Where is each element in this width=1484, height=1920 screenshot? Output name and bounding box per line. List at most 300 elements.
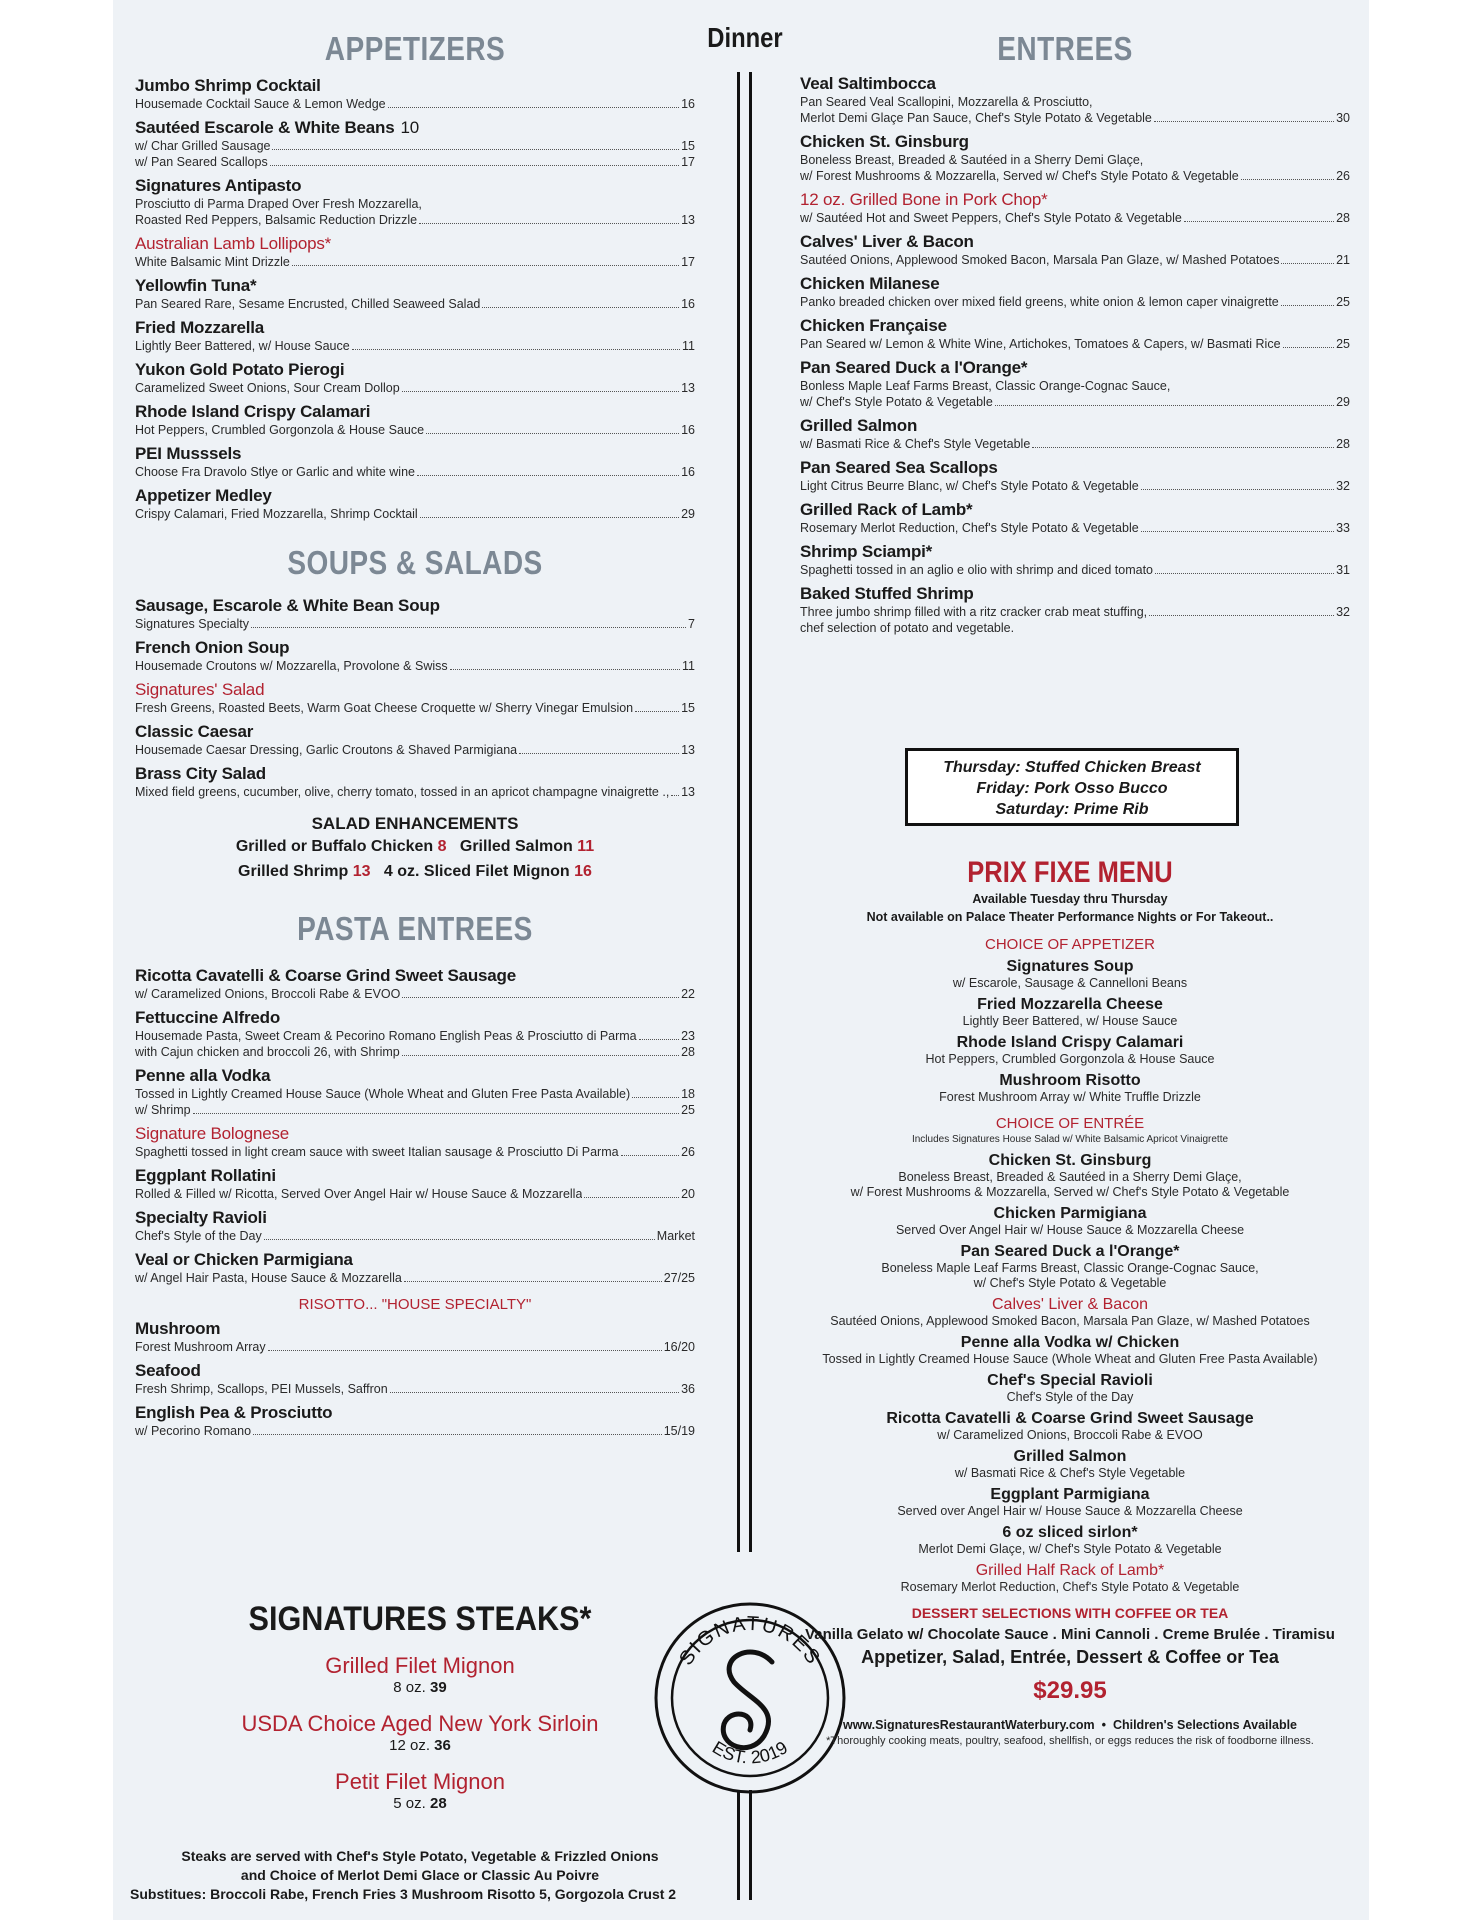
menu-item-line	[800, 252, 1350, 268]
prix-availability: Not available on Palace Theater Performance Nights or For Takeout..	[866, 910, 1274, 924]
menu-item	[800, 458, 1350, 494]
menu-item-name	[800, 232, 1350, 252]
dot-leader	[1149, 615, 1334, 616]
menu-item-name	[135, 764, 695, 784]
dot-leader	[621, 1155, 680, 1156]
dot-leader	[482, 307, 679, 308]
menu-item-description: with Cajun chicken and broccoli 26, with Shrimp	[135, 1045, 400, 1059]
menu-item	[135, 966, 695, 1002]
menu-item-title: Chicken Milanese	[800, 274, 940, 293]
enhancement-label: Grilled Salmon	[459, 838, 573, 855]
salad-enhancements-row-2	[135, 859, 695, 884]
menu-item-name	[800, 458, 1350, 478]
menu-item-title: Veal Saltimbocca	[800, 74, 936, 93]
menu-item-name	[135, 360, 695, 380]
menu-item-price: 11	[682, 659, 695, 673]
menu-title: Dinner	[707, 22, 783, 53]
menu-item-line	[135, 1270, 695, 1286]
menu-item-price: 25	[681, 1103, 695, 1117]
salad-enhancements-title: SALAD ENHANCEMENTS	[311, 814, 519, 833]
menu-item-price: 18	[681, 1087, 695, 1101]
menu-item-title: Grilled Salmon	[800, 416, 918, 435]
enhancement-price: 16	[574, 863, 592, 880]
enhancement-label: 4 oz. Sliced Filet Mignon	[383, 863, 570, 880]
menu-item-description: Spaghetti tossed in light cream sauce with sweet Italian sausage & Prosciutto Di Parma	[135, 1145, 619, 1159]
menu-item	[135, 234, 695, 270]
menu-item-description: Three jumbo shrimp filled with a ritz cracker crab meat stuffing,	[800, 605, 1148, 619]
menu-item-description: w/ Forest Mushrooms & Mozzarella, Served w/ Chef's Style Potato & Vegetable	[800, 169, 1239, 183]
dot-leader	[584, 1197, 679, 1198]
menu-item	[135, 764, 695, 800]
prix-entree-subheading: Includes Signatures House Salad w/ White Balsamic Apricot Vinaigrette	[911, 1134, 1229, 1145]
menu-item-name	[135, 722, 695, 742]
prix-dessert-heading: DESSERT SELECTIONS WITH COFFEE OR TEA	[911, 1605, 1229, 1621]
menu-item-price: 32	[1336, 479, 1350, 493]
menu-item-description: Choose Fra Dravolo Stlye or Garlic and white wine	[135, 465, 415, 479]
menu-item-line	[800, 336, 1350, 352]
menu-item-description: Caramelized Sweet Onions, Sour Cream Dollop	[135, 381, 400, 395]
menu-item-description: w/ Angel Hair Pasta, House Sauce & Mozzarella	[135, 1271, 402, 1285]
prix-item-description: Served Over Angel Hair w/ House Sauce & Mozzarella Cheese	[895, 1223, 1245, 1237]
menu-item-description: Fresh Shrimp, Scallops, PEI Mussels, Saffron	[135, 1382, 388, 1396]
menu-item-description: w/ Pan Seared Scallops	[135, 155, 268, 169]
menu-item-description: Panko breaded chicken over mixed field greens, white onion & lemon caper vinaigrette	[800, 295, 1279, 309]
menu-item-name	[135, 680, 695, 700]
menu-item-name	[135, 1361, 695, 1381]
menu-item-price: 26	[1336, 169, 1350, 183]
prix-item-description: w/ Escarole, Sausage & Cannelloni Beans	[952, 976, 1188, 990]
menu-item-line	[135, 1186, 695, 1202]
dot-leader	[253, 1434, 662, 1435]
dot-leader	[251, 627, 686, 628]
dot-leader	[639, 1039, 679, 1040]
prix-item-name: Pan Seared Duck a l'Orange*	[960, 1243, 1180, 1260]
appetizers-title: APPETIZERS	[324, 30, 506, 67]
dot-leader	[450, 669, 680, 670]
menu-item-name	[800, 500, 1350, 520]
steaks-substitutes: Substitues: Broccoli Rabe, French Fries 3 Mushroom Risotto 5, Gorgozola Crust 2	[130, 1886, 677, 1902]
menu-item-title: Shrimp Sciampi*	[800, 542, 933, 561]
prix-item-description: Forest Mushroom Array w/ White Truffle Drizzle	[939, 1090, 1201, 1104]
right-column	[800, 30, 1350, 636]
menu-item-name	[800, 542, 1350, 562]
menu-item-name	[135, 1166, 695, 1186]
menu-item-name	[135, 966, 695, 986]
dot-leader	[1032, 447, 1334, 448]
menu-item-line	[135, 1086, 695, 1102]
menu-item-line	[800, 620, 1350, 636]
menu-item-title: Seafood	[135, 1361, 201, 1380]
menu-item-line	[800, 436, 1350, 452]
soups-title: SOUPS & SALADS	[287, 544, 543, 581]
prix-availability: Available Tuesday thru Thursday	[972, 892, 1168, 906]
menu-item-description: Merlot Demi Glaçe Pan Sauce, Chef's Style Potato & Vegetable	[800, 111, 1152, 125]
menu-item-title: Sautéed Escarole & White Beans	[135, 118, 395, 137]
menu-item-price: 29	[1336, 395, 1350, 409]
menu-item	[800, 416, 1350, 452]
dot-leader	[426, 433, 679, 434]
menu-item-price: 29	[681, 507, 695, 521]
menu-item-price: 13	[681, 743, 695, 757]
steak-name: Petit Filet Mignon	[335, 1769, 505, 1794]
menu-item-description: w/ Caramelized Onions, Broccoli Rabe & EVOO	[135, 987, 401, 1001]
menu-item-name	[135, 1124, 695, 1144]
menu-item-price: 26	[681, 1145, 695, 1159]
menu-item-price: 16	[681, 97, 695, 111]
menu-item-title: 12 oz. Grilled Bone in Pork Chop*	[800, 190, 1048, 209]
menu-item	[135, 1066, 695, 1118]
prix-price: $29.95	[1033, 1677, 1107, 1704]
menu-item-title: Pan Seared Duck a l'Orange*	[800, 358, 1028, 377]
menu-item-price: 28	[681, 1045, 695, 1059]
menu-item-name	[135, 1403, 695, 1423]
steak-size-price	[150, 1737, 690, 1755]
menu-item	[135, 1319, 695, 1355]
menu-item-price: 28	[1336, 211, 1350, 225]
menu-item-description: Tossed in Lightly Creamed House Sauce (Whole Wheat and Gluten Free Pasta Available)	[135, 1087, 631, 1101]
prix-appetizer-list	[800, 957, 1340, 1105]
divider-line-left-bottom	[737, 1790, 740, 1900]
menu-item-name	[135, 234, 695, 254]
prix-item-description: Served over Angel Hair w/ House Sauce & Mozzarella Cheese	[897, 1504, 1243, 1518]
nightly-special: Friday: Pork Osso Bucco	[976, 780, 1168, 797]
nightly-special: Thursday: Stuffed Chicken Breast	[943, 759, 1201, 776]
menu-item-name	[135, 402, 695, 422]
menu-item	[800, 316, 1350, 352]
menu-item-title: Australian Lamb Lollipops*	[135, 234, 332, 253]
menu-item-price: 23	[681, 1029, 695, 1043]
entrees-list	[800, 74, 1350, 636]
dot-leader	[417, 475, 679, 476]
dot-leader	[1141, 531, 1334, 532]
menu-item-title: PEI Musssels	[135, 444, 242, 463]
menu-item-description: w/ Pecorino Romano	[135, 1424, 252, 1438]
menu-item-line	[135, 1339, 695, 1355]
steaks-title: SIGNATURES STEAKS*	[248, 1600, 592, 1638]
menu-item-price: 16	[681, 297, 695, 311]
dot-leader	[632, 1097, 679, 1098]
prix-appetizer-heading: CHOICE OF APPETIZER	[984, 936, 1156, 953]
menu-item-name	[135, 76, 695, 96]
divider-line-right	[749, 72, 752, 1552]
prix-item-description: w/ Basmati Rice & Chef's Style Vegetable	[954, 1466, 1186, 1480]
separator: •	[1101, 1718, 1106, 1732]
menu-item-name	[135, 1250, 695, 1270]
dot-leader	[671, 795, 679, 796]
menu-item-description: Spaghetti tossed in an aglio e olio with shrimp and diced tomato	[800, 563, 1153, 577]
prix-fixe-section	[800, 856, 1340, 1749]
steaks-section	[130, 1600, 690, 1904]
menu-item-line	[135, 742, 695, 758]
menu-item-title: English Pea & Prosciutto	[135, 1403, 333, 1422]
menu-item-title: Ricotta Cavatelli & Coarse Grind Sweet Sausage	[135, 966, 516, 985]
menu-item	[135, 1166, 695, 1202]
dot-leader	[1281, 263, 1334, 264]
risotto-title: RISOTTO... "HOUSE SPECIALTY"	[298, 1296, 532, 1313]
steak-size: 5 oz.	[393, 1795, 426, 1812]
steaks-note: and Choice of Merlot Demi Glace or Classic Au Poivre	[240, 1867, 600, 1883]
menu-item-line	[800, 210, 1350, 226]
menu-item	[135, 1208, 695, 1244]
menu-item-line	[800, 168, 1350, 184]
logo-text-bottom: EST. 2019	[708, 1737, 792, 1768]
menu-item-title: Mushroom	[135, 1319, 221, 1338]
prix-item-description: Hot Peppers, Crumbled Gorgonzola & House Sauce	[925, 1052, 1215, 1066]
menu-item	[135, 444, 695, 480]
enhancement-price: 13	[352, 863, 371, 880]
menu-item	[135, 76, 695, 112]
menu-item-line	[135, 296, 695, 312]
dot-leader	[270, 165, 679, 166]
menu-item-name	[135, 444, 695, 464]
menu-item-name	[800, 358, 1350, 378]
dot-leader	[1141, 489, 1334, 490]
menu-item	[135, 118, 695, 170]
menu-item-line	[800, 294, 1350, 310]
menu-item	[135, 486, 695, 522]
menu-item-description: Pan Seared w/ Lemon & White Wine, Artichokes, Tomatoes & Capers, w/ Basmati Rice	[800, 337, 1281, 351]
menu-item-description: Pan Seared Rare, Sesame Encrusted, Chilled Seaweed Salad	[135, 297, 481, 311]
dot-leader	[352, 349, 680, 350]
salad-enhancements-row-1	[135, 834, 695, 859]
menu-item-description: Rosemary Merlot Reduction, Chef's Style Potato & Vegetable	[800, 521, 1139, 535]
menu-item-price: 30	[1336, 111, 1350, 125]
dot-leader	[1155, 573, 1334, 574]
menu-item-description: Hot Peppers, Crumbled Gorgonzola & House Sauce	[135, 423, 425, 437]
menu-item-line	[800, 394, 1350, 410]
dot-leader	[419, 223, 679, 224]
menu-item-line	[135, 784, 695, 800]
steak-name: Grilled Filet Mignon	[325, 1653, 515, 1678]
steaks-note: Steaks are served with Chef's Style Potato, Vegetable & Frizzled Onions	[181, 1848, 659, 1864]
menu-item-line	[800, 94, 1350, 110]
menu-item	[135, 596, 695, 632]
menu-item-price: 7	[688, 617, 695, 631]
menu-item-price: 33	[1336, 521, 1350, 535]
prix-item-name: Calves' Liver & Bacon	[991, 1296, 1148, 1313]
menu-item	[135, 1403, 695, 1439]
menu-item-description: Forest Mushroom Array	[135, 1340, 266, 1354]
menu-item-description: w/ Char Grilled Sausage	[135, 139, 271, 153]
menu-item-name	[135, 1319, 695, 1339]
menu-item-name	[135, 486, 695, 506]
menu-item	[135, 1124, 695, 1160]
menu-item	[135, 176, 695, 228]
menu-item-line	[135, 254, 695, 270]
menu-item-line	[800, 378, 1350, 394]
menu-item-title: Grilled Rack of Lamb*	[800, 500, 973, 519]
menu-item-price: 20	[681, 1187, 695, 1201]
dot-leader	[519, 753, 679, 754]
prix-item-description: w/ Caramelized Onions, Broccoli Rabe & EVOO	[937, 1428, 1203, 1442]
menu-item-name	[135, 318, 695, 338]
menu-item-name	[800, 74, 1350, 94]
menu-item-line	[135, 380, 695, 396]
menu-item-line	[135, 196, 695, 212]
menu-item-description: Lightly Beer Battered, w/ House Sauce	[135, 339, 350, 353]
menu-item-line	[135, 616, 695, 632]
menu-item-title: Specialty Ravioli	[135, 1208, 267, 1227]
dot-leader	[193, 1113, 680, 1114]
dot-leader	[272, 149, 679, 150]
menu-item-price: 11	[682, 339, 695, 353]
dot-leader	[268, 1350, 662, 1351]
prix-item-name: Penne alla Vodka w/ Chicken	[960, 1334, 1180, 1351]
menu-item-name	[135, 638, 695, 658]
menu-item-price: 36	[681, 1382, 695, 1396]
prix-item-name: Chicken St. Ginsburg	[988, 1152, 1152, 1169]
menu-item-price: 16	[681, 465, 695, 479]
menu-item-line	[135, 422, 695, 438]
menu-item-price: 13	[681, 381, 695, 395]
menu-item	[800, 358, 1350, 410]
dot-leader	[292, 265, 679, 266]
svg-text:EST. 2019	[709, 1737, 791, 1767]
menu-item-title: French Onion Soup	[135, 638, 290, 657]
menu-item-line	[135, 1144, 695, 1160]
menu-item-title: Yukon Gold Potato Pierogi	[135, 360, 345, 379]
menu-item-price: Market	[656, 1229, 695, 1243]
menu-item-title: Penne alla Vodka	[135, 1066, 271, 1085]
menu-item-title: Signatures' Salad	[135, 680, 265, 699]
menu-item-description: Pan Seared Veal Scallopini, Mozzarella & Prosciutto,	[800, 95, 1093, 109]
menu-item-name	[135, 176, 695, 196]
prix-entree-list	[800, 1151, 1340, 1595]
dot-leader	[402, 391, 679, 392]
divider-line-right-bottom	[749, 1790, 752, 1900]
menu-item-price: 17	[681, 255, 695, 269]
menu-item	[800, 274, 1350, 310]
dot-leader	[1241, 179, 1334, 180]
prix-desserts: Vanilla Gelato w/ Chocolate Sauce . Mini Cannoli . Creme Brulée . Tiramisu	[805, 1626, 1335, 1643]
prix-item-name: Eggplant Parmigiana	[990, 1486, 1150, 1503]
menu-item-description: chef selection of potato and vegetable.	[800, 621, 1015, 635]
menu-item-title: Sausage, Escarole & White Bean Soup	[135, 596, 440, 615]
menu-item-description: Prosciutto di Parma Draped Over Fresh Mozzarella,	[135, 197, 422, 211]
menu-item-description: Housemade Cocktail Sauce & Lemon Wedge	[135, 97, 386, 111]
menu-item-line	[135, 1102, 695, 1118]
prix-item-description: Boneless Breast, Breaded & Sautéed in a Sherry Demi Glaçe,	[898, 1170, 1242, 1184]
dot-leader	[390, 1392, 679, 1393]
menu-item-description: w/ Basmati Rice & Chef's Style Vegetable	[800, 437, 1031, 451]
appetizers-list	[135, 76, 695, 522]
steak-name: USDA Choice Aged New York Sirloin	[241, 1711, 599, 1736]
menu-item-line	[800, 152, 1350, 168]
menu-item-line	[135, 154, 695, 170]
dot-leader	[402, 1055, 679, 1056]
menu-item	[135, 1008, 695, 1060]
menu-item	[135, 1361, 695, 1397]
menu-item-price: 17	[681, 155, 695, 169]
menu-item-description: w/ Sautéed Hot and Sweet Peppers, Chef's Style Potato & Vegetable	[800, 211, 1182, 225]
prix-item-description: w/ Forest Mushrooms & Mozzarella, Served w/ Chef's Style Potato & Vegetable	[850, 1185, 1290, 1199]
menu-item-line	[800, 604, 1350, 620]
steak-price: 36	[434, 1737, 451, 1754]
menu-item-description: Chef's Style of the Day	[135, 1229, 262, 1243]
menu-item-title: Jumbo Shrimp Cocktail	[135, 76, 321, 95]
dot-leader	[264, 1239, 655, 1240]
menu-item-line	[135, 1423, 695, 1439]
menu-item-price: 25	[1336, 295, 1350, 309]
menu-item-price: 15	[681, 701, 695, 715]
prix-item-name: Rhode Island Crispy Calamari	[956, 1034, 1184, 1051]
logo-text-top: SIGNATURES	[675, 1612, 825, 1670]
prix-item-name: Grilled Half Rack of Lamb*	[975, 1562, 1165, 1579]
menu-item-line	[135, 506, 695, 522]
menu-item	[135, 680, 695, 716]
menu-item-description: w/ Chef's Style Potato & Vegetable	[800, 395, 993, 409]
menu-item-line	[135, 1044, 695, 1060]
menu-item-line	[135, 212, 695, 228]
menu-item-description: Housemade Pasta, Sweet Cream & Pecorino Romano English Peas & Prosciutto di Parma	[135, 1029, 637, 1043]
menu-item-name	[800, 416, 1350, 436]
menu-item-title: Baked Stuffed Shrimp	[800, 584, 974, 603]
menu-item-price: 31	[1336, 563, 1350, 577]
logo-s-mark	[723, 1652, 772, 1748]
menu-item-description: Signatures Specialty	[135, 617, 249, 631]
menu-item-title: Chicken St. Ginsburg	[800, 132, 969, 151]
menu-item-title: Yellowfin Tuna*	[135, 276, 257, 295]
menu-item-title: Brass City Salad	[135, 764, 266, 783]
menu-item-line	[800, 562, 1350, 578]
menu-item-name	[800, 190, 1350, 210]
menu-item-line	[135, 658, 695, 674]
menu-item-price: 13	[681, 785, 695, 799]
prix-item-name: Fried Mozzarella Cheese	[977, 996, 1163, 1013]
menu-item-name	[135, 596, 695, 616]
menu-item-line	[135, 96, 695, 112]
menu-item-title: Veal or Chicken Parmigiana	[135, 1250, 353, 1269]
menu-item	[800, 542, 1350, 578]
menu-item-price: 28	[1336, 437, 1350, 451]
website-link[interactable]: www.SignaturesRestaurantWaterbury.com	[842, 1718, 1095, 1732]
menu-item-description: Fresh Greens, Roasted Beets, Warm Goat Cheese Croquette w/ Sherry Vinegar Emulsion	[135, 701, 634, 715]
menu-item-name	[135, 1008, 695, 1028]
menu-item-title: Pan Seared Sea Scallops	[800, 458, 998, 477]
menu-item-name	[800, 132, 1350, 152]
prix-item-description: w/ Chef's Style Potato & Vegetable	[973, 1276, 1167, 1290]
enhancement-label: Grilled or Buffalo Chicken	[235, 838, 434, 855]
soups-list	[135, 596, 695, 800]
dot-leader	[420, 517, 679, 518]
menu-item-price: 27/25	[663, 1271, 695, 1285]
menu-item-description: Mixed field greens, cucumber, olive, cherry tomato, tossed in an apricot champagne vinaigrette .,	[135, 785, 670, 799]
menu-item-line	[800, 110, 1350, 126]
prix-fixe-title: PRIX FIXE MENU	[967, 856, 1173, 889]
menu-item-description: Roasted Red Peppers, Balsamic Reduction Drizzle	[135, 213, 418, 227]
menu-item-line	[135, 464, 695, 480]
steaks-list	[150, 1653, 690, 1813]
menu-item-description: Boneless Breast, Breaded & Sautéed in a Sherry Demi Glaçe,	[800, 153, 1144, 167]
menu-item-description: Bonless Maple Leaf Farms Breast, Classic Orange-Cognac Sauce,	[800, 379, 1171, 393]
nightly-specials-box	[905, 748, 1239, 826]
dot-leader	[388, 107, 679, 108]
prix-item-name: Signatures Soup	[1006, 958, 1134, 975]
menu-item-line	[135, 1028, 695, 1044]
menu-item	[135, 1250, 695, 1286]
menu-item-line	[135, 986, 695, 1002]
entrees-title: ENTREES	[997, 30, 1133, 67]
steak-price: 39	[430, 1679, 447, 1696]
menu-item-name	[135, 1208, 695, 1228]
menu-item	[135, 722, 695, 758]
enhancement-price: 8	[437, 838, 447, 855]
prix-item-name: Ricotta Cavatelli & Coarse Grind Sweet Sausage	[886, 1410, 1254, 1427]
menu-item	[135, 402, 695, 438]
prix-item-name: Mushroom Risotto	[999, 1072, 1141, 1089]
prix-item-name: Chef's Special Ravioli	[987, 1372, 1153, 1389]
risotto-list	[135, 1319, 695, 1439]
